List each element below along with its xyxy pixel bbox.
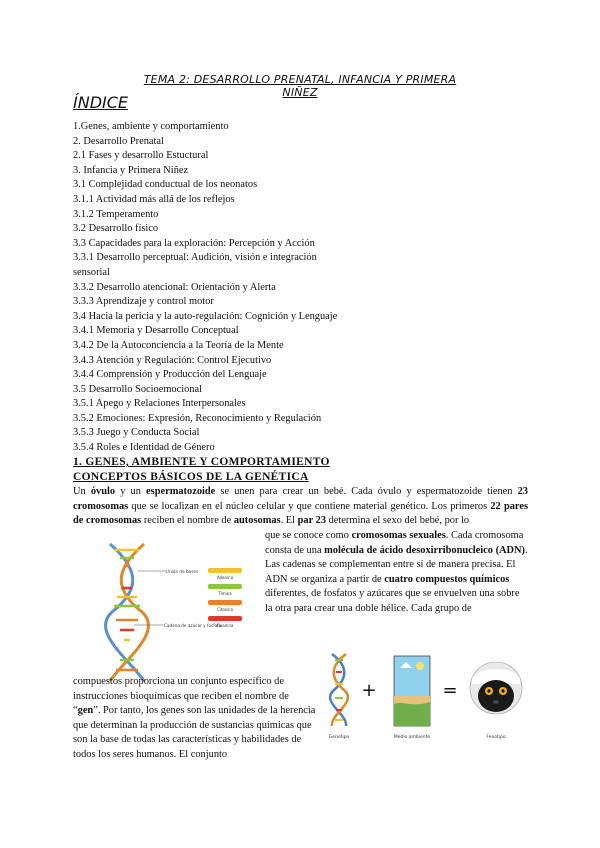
table-of-contents — [73, 120, 373, 456]
toc-item: 3.3.3 Aprendizaje y control motor — [73, 296, 214, 308]
dna-helix-icon — [106, 544, 149, 681]
toc-item: 3.4.2 De la Autoconciencia a la Teoría de la Mente — [73, 339, 284, 351]
legend-label: Citosina — [216, 607, 234, 612]
toc-item: 3.1.2 Temperamento — [73, 208, 159, 220]
legend-swatch-thymine — [208, 584, 242, 589]
tema-title: TEMA 2: DESARROLLO PRENATAL, INFANCIA Y PRIMERA NIÑEZ — [143, 73, 457, 99]
toc-item: 3. Infancia y Primera Niñez — [73, 164, 189, 176]
toc-item: 3.4.4 Comprensión y Producción del Lenguaje — [73, 369, 267, 381]
toc-item: 3.4 Hacia la pericia y la auto-regulación: Cognición y Lenguaje — [73, 310, 338, 322]
genotype-environment-phenotype-figure — [322, 648, 532, 748]
toc-item: 3.5.2 Emociones: Expresión, Reconocimiento y Regulación — [73, 412, 322, 424]
toc-item: 3.4.1 Memoria y Desarrollo Conceptual — [73, 325, 239, 337]
dna-helix-figure — [100, 540, 250, 685]
legend-swatch-guanine — [208, 616, 242, 621]
toc-item: 3.5.3 Juego y Conducta Social — [73, 427, 200, 439]
label-environment: Medio ambiente — [393, 735, 431, 740]
legend-label: Adenina — [216, 575, 234, 580]
toc-item: 3.3.1 Desarrollo perceptual: Audición, visión e integración sensorial — [73, 252, 317, 278]
plus-sign: + — [361, 680, 377, 701]
toc-item: 3.1.1 Actividad más allá de los reflejos — [73, 193, 235, 205]
label-phenotype: Fenotipo — [486, 735, 506, 740]
legend-swatch-cytosine — [208, 600, 242, 605]
toc-item: 1.Genes, ambiente y comportamiento — [73, 121, 229, 132]
toc-item: 3.2 Desarrollo físico — [73, 223, 159, 235]
callout-label: Unión de bases — [166, 569, 199, 574]
toc-item: 2. Desarrollo Prenatal — [73, 135, 164, 147]
toc-item: 3.5 Desarrollo Socioemocional — [73, 383, 202, 395]
equals-sign: = — [442, 680, 458, 701]
toc-item: 3.5.1 Apego y Relaciones Interpersonales — [73, 398, 246, 410]
lemur-face-icon — [470, 662, 522, 714]
paragraph-intro: Un óvulo y un espermatozoide se unen para crear un bebé. Cada óvulo y espermatozoide tienen 23 cromosomas que se localizan en el núcleo celular y que contiene material genético. Los primeros 22 pares de cromosomas reciben el nombre de autosomas. El par 23 determina el sexo del bebé, por lo — [73, 486, 529, 527]
label-genotype: Genotipo — [328, 735, 350, 740]
indice-heading: ÍNDICE — [73, 93, 129, 112]
toc-item: 3.3 Capacidades para la exploración: Percepción y Acción — [73, 237, 315, 249]
paragraph-chromosomes: que se conoce como cromosomas sexuales. Cada cromosoma consta de una molécula de ácido desoxirribonucleico (ADN). Las cadenas se complementan entre sí de manera precisa. El ADN se organiza a partir de cuatro compuestos químicos diferentes, de fosfatos y azúcares que se envuelven una sobre la otra para crear una doble hélice. Cada grupo de — [265, 530, 528, 614]
section-heading: 1. GENES, AMBIENTE Y COMPORTAMIENTO — [73, 456, 330, 468]
toc-item: 2.1 Fases y desarrollo Estuctural — [73, 150, 209, 162]
legend-swatch-adenine — [208, 568, 242, 573]
callout-label: Cadena de azúcar y fosfato — [164, 623, 222, 628]
toc-item: 3.1 Complejidad conductual de los neonatos — [73, 179, 258, 191]
dna-small-icon — [330, 654, 348, 726]
toc-item: 3.5.4 Roles e Identidad de Género — [73, 442, 215, 454]
environment-landscape-icon — [394, 656, 430, 726]
nucleotide-legend — [208, 568, 242, 628]
legend-label: Timina — [218, 591, 232, 596]
paragraph-genes: compuestos proporciona un conjunto específico de instrucciones bioquímicas que reciben el nombre de “gen”. Por tanto, los genes son las unidades de la herencia que determinan la producción de sustancias químicas que son la base de todas las características y habilidades de todos los seres humanos. El conjunto — [73, 676, 316, 760]
toc-item: 3.3.2 Desarrollo atencional: Orientación y Alerta — [73, 281, 276, 293]
section-subheading: CONCEPTOS BÁSICOS DE LA GENÉTICA — [73, 471, 309, 483]
legend-label: Guanina — [216, 623, 234, 628]
toc-item: 3.4.3 Atención y Regulación: Control Ejecutivo — [73, 354, 272, 366]
